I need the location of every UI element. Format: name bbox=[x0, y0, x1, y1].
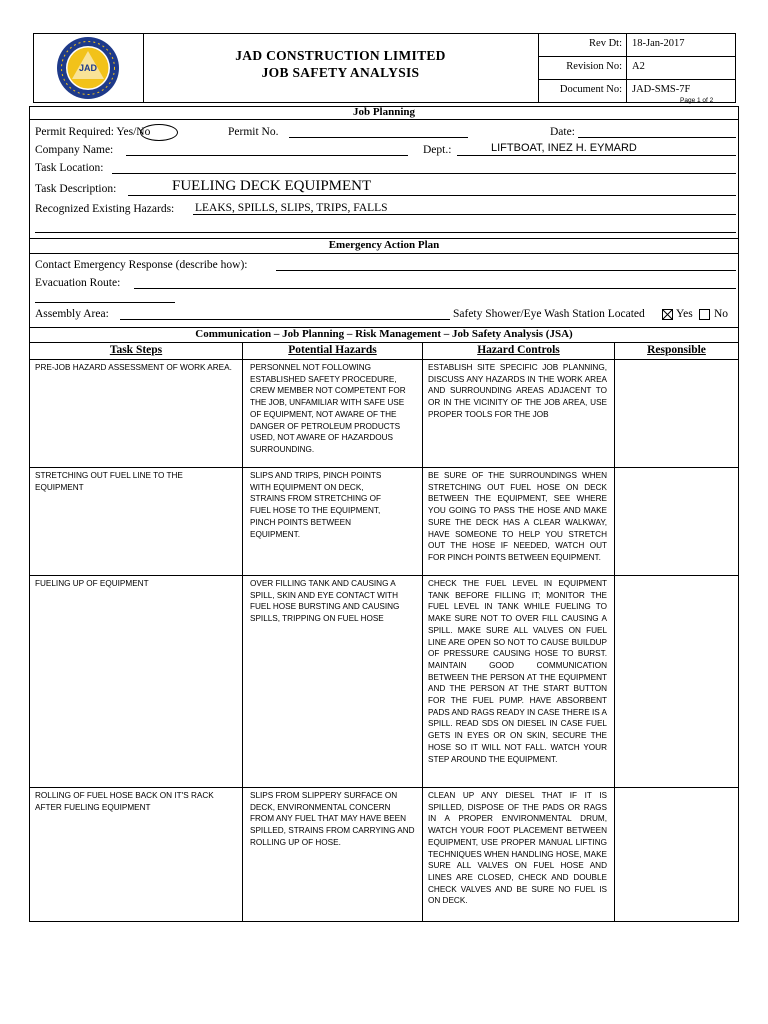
evacuation-route-label: Evacuation Route: bbox=[35, 277, 121, 289]
responsible-cell[interactable] bbox=[620, 362, 732, 466]
task-description-label: Task Description: bbox=[35, 183, 117, 195]
permit-yes-option[interactable]: Yes bbox=[116, 126, 134, 138]
dept-label: Dept.: bbox=[423, 144, 452, 156]
company-logo bbox=[55, 35, 121, 101]
shower-yes-checkbox[interactable] bbox=[662, 309, 673, 320]
permit-number-label: Permit No. bbox=[228, 126, 279, 138]
evacuation-route-field[interactable] bbox=[134, 288, 736, 289]
task-step-cell: ROLLING OF FUEL HOSE BACK ON IT'S RACK AFTER FUELING EQUIPMENT bbox=[35, 791, 214, 812]
task-step-cell: FUELING UP OF EQUIPMENT bbox=[35, 579, 149, 588]
task-step-cell: PRE-JOB HAZARD ASSESSMENT OF WORK AREA. bbox=[35, 363, 232, 372]
jsa-col-divider bbox=[614, 342, 615, 922]
document-title: JOB SAFETY ANALYSIS bbox=[261, 65, 420, 80]
permit-required-text: Permit Required: bbox=[35, 126, 117, 138]
shower-yes-label: Yes bbox=[676, 308, 693, 320]
shower-no-checkbox[interactable] bbox=[699, 309, 710, 320]
task-step-cell: STRETCHING OUT FUEL LINE TO THE EQUIPMENT bbox=[35, 471, 183, 492]
permit-no-option[interactable]: No bbox=[136, 126, 151, 138]
assembly-area-field[interactable] bbox=[120, 319, 450, 320]
hazard-controls-cell: CHECK THE FUEL LEVEL IN EQUIPMENT TANK BEFORE FILLING IT; MONITOR THE FUEL LEVEL IN TANK WHILE FUELING TO MAKE SURE NOT TO OVER FILL CAUSING A SPILL. MAKE SURE ALL VALVES ON FUEL LINE ARE OPEN SO NOT TO CAUSE BUILDUP OF PRESSURE CAUSING HOSE TO BURST. MAINTAIN GOOD COMMUNICATION BETWEEN THE PERSON AT THE EQUIPMENT AND THE PERSON AT THE START BUTTON FOR THE FUEL PUMP. HAVE ABSORBENT PADS AND RAGS READY IN CASE THERE IS A SPILL. READ SDS ON DIESEL IN CASE FUEL GETS IN EYES OR ON SKIN, SECURE THE HOSE SO IT WILL NOT FALL. WATCH YOUR STEP AROUND THE EQUIPMENT. bbox=[428, 579, 607, 764]
recognized-hazards-field[interactable] bbox=[193, 214, 736, 215]
revision-no-value: A2 bbox=[632, 61, 645, 72]
column-potential-hazards: Potential Hazards bbox=[288, 344, 377, 356]
job-planning-heading: Job Planning bbox=[352, 106, 416, 118]
jsa-row-rule bbox=[29, 787, 739, 788]
responsible-cell[interactable] bbox=[620, 470, 732, 574]
header-rev-row-line bbox=[538, 56, 736, 57]
permit-slash: / bbox=[133, 126, 137, 138]
revision-no-label: Revision No: bbox=[566, 61, 622, 72]
task-description-value: FUELING DECK EQUIPMENT bbox=[172, 178, 372, 194]
company-name-field[interactable] bbox=[126, 155, 408, 156]
contact-emergency-label: Contact Emergency Response (describe how): bbox=[35, 259, 248, 271]
dept-field[interactable] bbox=[457, 155, 736, 156]
emergency-heading: Emergency Action Plan bbox=[328, 239, 440, 251]
page-number: Page 1 of 2 bbox=[680, 97, 714, 104]
recognized-hazards-value: LEAKS, SPILLS, SLIPS, TRIPS, FALLS bbox=[195, 202, 388, 214]
hazard-controls-cell: ESTABLISH SITE SPECIFIC JOB PLANNING, DISCUSS ANY HAZARDS IN THE WORK AREA AND SURROUNDING AREAS ADJACENT TO OR IN THE VICINITY OF THE JOB AREA, USE PROPER TOOLS FOR THE JOB bbox=[428, 363, 607, 419]
assembly-area-label: Assembly Area: bbox=[35, 308, 109, 320]
date-field[interactable] bbox=[578, 137, 736, 138]
hazards-extra-line[interactable] bbox=[35, 232, 736, 233]
emergency-rule-bottom bbox=[29, 253, 739, 254]
jsa-col-divider bbox=[422, 342, 423, 922]
column-hazard-controls: Hazard Controls bbox=[477, 344, 560, 356]
company-name-label: Company Name: bbox=[35, 144, 114, 156]
jsa-heading: Communication – Job Planning – Risk Management – Job Safety Analysis (JSA) bbox=[195, 328, 573, 340]
potential-hazards-cell: SLIPS FROM SLIPPERY SURFACE ON DECK, ENVIRONMENTAL CONCERN FROM ANY FUEL THAT MAY HAVE BEEN SPILLED, STRAINS FROM CARRYING AND ROLLING UP OF HOSE. bbox=[250, 791, 415, 847]
potential-hazards-cell: OVER FILLING TANK AND CAUSING A SPILL, SKIN AND EYE CONTACT WITH FUEL HOSE BURSTING AND CAUSING SPILLS, TRIPPING ON FUEL HOSE bbox=[250, 579, 400, 624]
permit-no-circle bbox=[140, 124, 178, 141]
jsa-rule-bottom bbox=[29, 342, 739, 343]
document-no-value: JAD-SMS-7F bbox=[632, 84, 691, 95]
hazard-controls-cell: CLEAN UP ANY DIESEL THAT IF IT IS SPILLED, DISPOSE OF THE PADS OR RAGS IN A PROPER ENVIRONMENTAL DRUM, WATCH YOUR FOOT PLACEMENT BETWEEN EQUIPMENT, USE PROPER MANUAL LIFTING TECHNIQUES WHEN HANDLING HOSE, MAKE SURE ALL VALVES ON FUEL HOSE AND LINES ARE CLOSED, CHECK AND DOUBLE CHECK VALVES AND BE SURE NO FUEL IS ON DECK. bbox=[428, 791, 607, 906]
recognized-hazards-label: Recognized Existing Hazards: bbox=[35, 203, 175, 215]
contact-emergency-field[interactable] bbox=[276, 270, 736, 271]
task-location-field[interactable] bbox=[112, 173, 736, 174]
responsible-cell[interactable] bbox=[620, 578, 732, 784]
rev-date-label: Rev Dt: bbox=[589, 38, 622, 49]
permit-number-field[interactable] bbox=[289, 137, 468, 138]
header-divider-rev-values bbox=[626, 33, 627, 103]
safety-shower-label: Safety Shower/Eye Wash Station Located bbox=[453, 308, 645, 320]
permit-required-label bbox=[35, 126, 150, 138]
header-rev-row-line bbox=[538, 79, 736, 80]
jsa-header-rule bbox=[29, 359, 739, 360]
shower-no-label: No bbox=[714, 308, 729, 320]
company-name: JAD CONSTRUCTION LIMITED bbox=[235, 48, 446, 63]
date-label: Date: bbox=[550, 126, 575, 138]
task-description-field[interactable] bbox=[128, 195, 736, 196]
potential-hazards-cell: SLIPS AND TRIPS, PINCH POINTS WITH EQUIPMENT ON DECK, STRAINS FROM STRETCHING OF FUEL HOSE TO THE EQUIPMENT, PINCH POINTS BETWEEN EQUIPMENT. bbox=[250, 471, 382, 539]
column-responsible: Responsible bbox=[647, 344, 706, 356]
dept-value: LIFTBOAT, INEZ H. EYMARD bbox=[491, 142, 637, 154]
responsible-cell[interactable] bbox=[620, 790, 732, 920]
hazard-controls-cell: BE SURE OF THE SURROUNDINGS WHEN STRETCHING OUT FUEL HOSE ON DECK BETWEEN THE EQUIPMENT, SEE WHERE YOU GOING TO PASS THE HOSE AND MAKE SURE THE DECK HAS A CLEAR WALKWAY, HAVE SOMEONE TO HELP YOU STRETCH OUT THE HOSE IF NEEDED, WATCH OUT FOR PINCH POINTS BETWEEN EQUIPMENT. bbox=[428, 471, 607, 562]
jsa-row-rule bbox=[29, 467, 739, 468]
potential-hazards-cell: PERSONNEL NOT FOLLOWING ESTABLISHED SAFETY PROCEDURE, CREW MEMBER NOT COMPETENT FOR THE JOB, UNFAMILIAR WITH SAFE USE OF EQUIPMENT, NOT AWARE OF THE DANGER OF PETROLEUM PRODUCTS USED, NOT AWARE OF HAZARDOUS SURROUNDING. bbox=[250, 363, 406, 454]
checked-x-icon bbox=[663, 310, 672, 319]
document-no-label: Document No: bbox=[559, 84, 622, 95]
jsa-row-rule bbox=[29, 575, 739, 576]
job-planning-rule bbox=[29, 119, 739, 120]
jsa-col-divider bbox=[242, 342, 243, 922]
evacuation-route-extra-line[interactable] bbox=[35, 302, 175, 303]
header-divider-rev bbox=[538, 33, 539, 103]
rev-date-value: 18-Jan-2017 bbox=[632, 38, 685, 49]
logo-text: JAD bbox=[78, 63, 97, 73]
column-task-steps: Task Steps bbox=[109, 344, 163, 356]
task-location-label: Task Location: bbox=[35, 162, 104, 174]
